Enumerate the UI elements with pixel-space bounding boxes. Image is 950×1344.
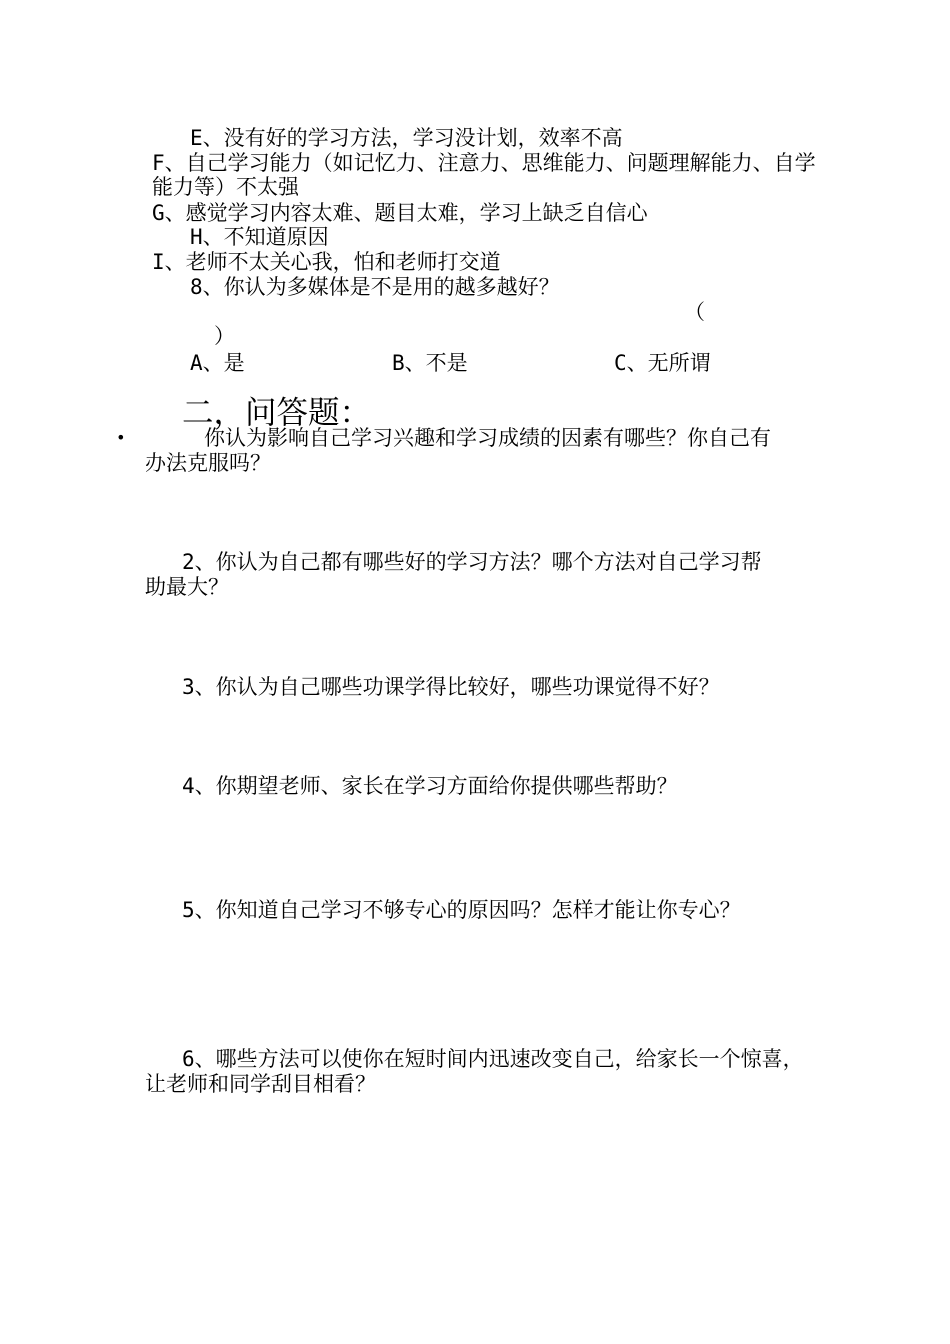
essay-question-5: 5、你知道自己学习不够专心的原因吗？怎样才能让你专心？ <box>182 898 741 922</box>
option-g: G、感觉学习内容太难、题目太难，学习上缺乏自信心 <box>152 201 648 225</box>
question-8: 8、你认为多媒体是不是用的越多越好？ <box>190 275 560 299</box>
option-e: E、没有好的学习方法，学习没计划，效率不高 <box>190 126 623 150</box>
essay-question-4: 4、你期望老师、家长在学习方面给你提供哪些帮助？ <box>182 774 678 798</box>
q8-option-a: A、是 <box>190 351 245 375</box>
option-f-line1: F、自己学习能力（如记忆力、注意力、思维能力、问题理解能力、自学 <box>152 151 816 175</box>
option-f-line2: 能力等）不太强 <box>152 175 299 199</box>
essay-question-2-line2: 助最大？ <box>145 575 229 599</box>
essay-question-6-line1: 6、哪些方法可以使你在短时间内迅速改变自己，给家长一个惊喜， <box>182 1047 804 1071</box>
q8-option-b: B、不是 <box>392 351 468 375</box>
essay-question-1-line1: 你认为影响自己学习兴趣和学习成绩的因素有哪些？你自己有 <box>204 426 771 450</box>
answer-paren-close: ） <box>214 324 235 348</box>
answer-paren-open: （ <box>684 300 705 324</box>
option-i: I、老师不太关心我，怕和老师打交道 <box>152 250 501 274</box>
essay-question-6-line2: 让老师和同学刮目相看？ <box>145 1072 376 1096</box>
bullet-marker: • <box>116 428 126 447</box>
essay-question-3: 3、你认为自己哪些功课学得比较好，哪些功课觉得不好？ <box>182 675 720 699</box>
option-h: H、不知道原因 <box>190 225 329 249</box>
essay-question-2-line1: 2、你认为自己都有哪些好的学习方法？哪个方法对自己学习帮 <box>182 550 762 574</box>
section-heading: 二，问答题： <box>182 395 372 431</box>
essay-question-1-line2: 办法克服吗？ <box>145 451 271 475</box>
q8-option-c: C、无所谓 <box>614 351 711 375</box>
